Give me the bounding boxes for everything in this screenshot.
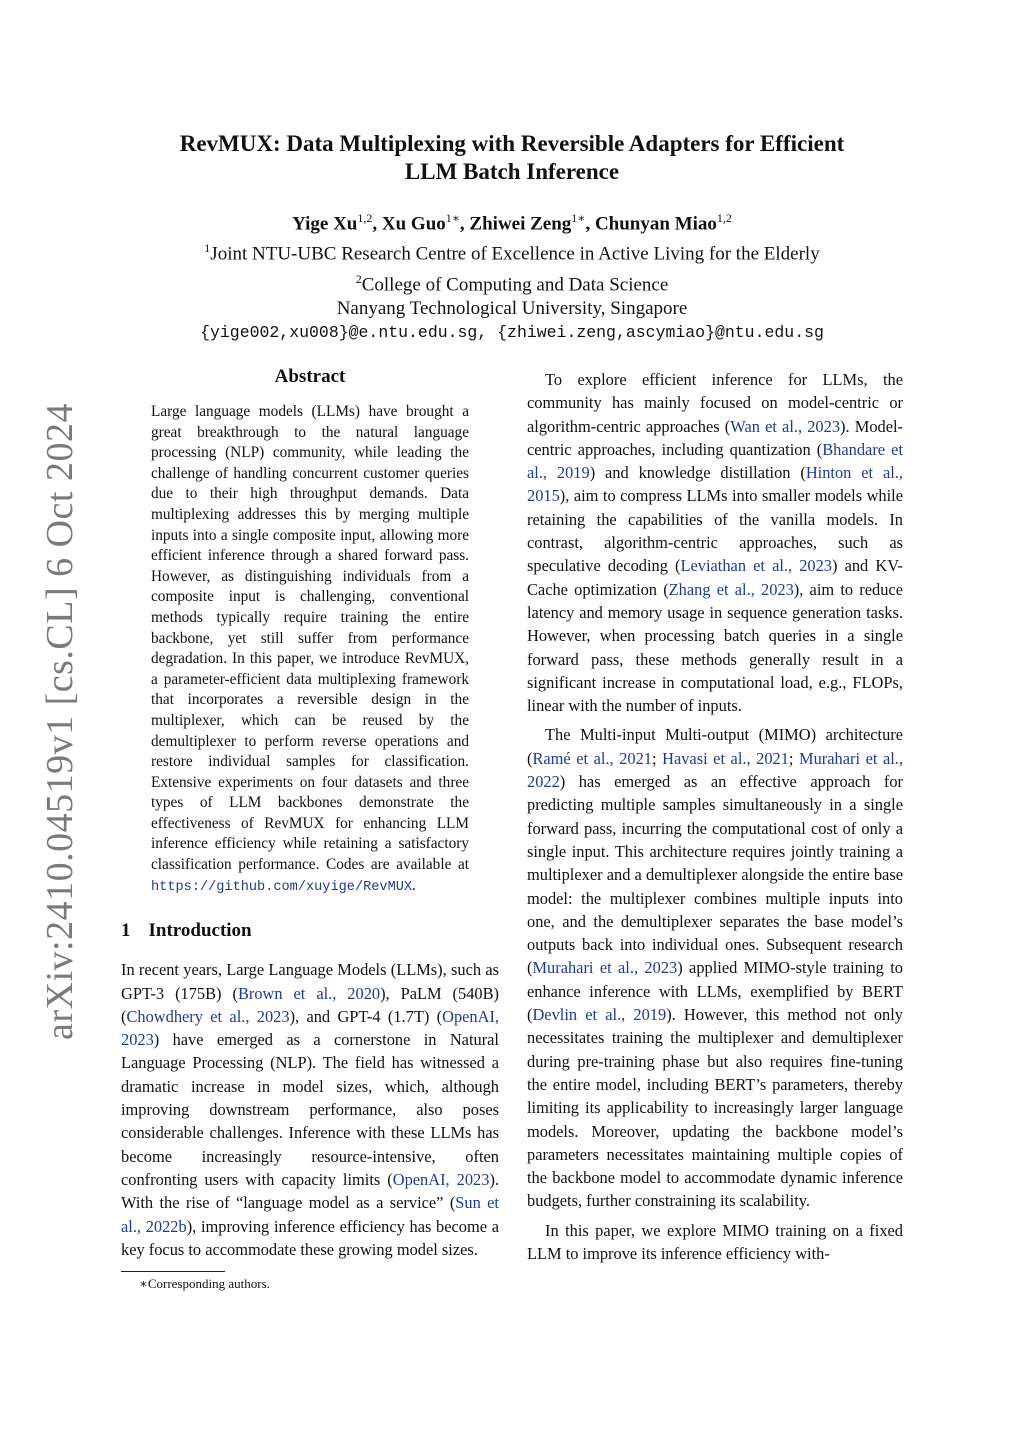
author-2-affil: 1∗ <box>445 211 460 225</box>
right-column <box>527 368 903 1265</box>
intro-paragraph-1 <box>121 958 499 1261</box>
section-heading-introduction <box>121 920 499 942</box>
author-3-affil: 1∗ <box>571 211 586 225</box>
text-run: ) have emerged as a cornerstone in Natural Language Processing (NLP). The field has witnessed a dramatic increase in model sizes, which, although improving downstream performance, also poses considerable challenges. Inference with these LLMs has become increasingly resource-intensive, often confronting users with capacity limits ( <box>121 1030 499 1189</box>
citation-link[interactable]: Havasi et al., 2021 <box>662 748 789 768</box>
author-emails[interactable]: {yige002,xu008}@e.ntu.edu.sg, {zhiwei.zeng,ascymiao}@ntu.edu.sg <box>200 322 824 342</box>
citation-link[interactable]: OpenAI, 2023 <box>392 1169 490 1189</box>
abstract-end: . <box>412 876 416 894</box>
abstract-heading: Abstract <box>274 366 346 387</box>
citation-link[interactable]: Zhang et al., 2023 <box>668 579 794 599</box>
text-run: ) and knowledge distillation ( <box>589 463 806 483</box>
footnote-divider <box>121 1271 225 1272</box>
author-3: Zhiwei Zeng <box>469 213 572 235</box>
left-column <box>121 366 499 1292</box>
title-line-2: LLM Batch Inference <box>404 159 620 184</box>
text-run: ; <box>788 748 800 768</box>
affiliation-1-text: Joint NTU-UBC Research Centre of Excellence in Active Living for the Elderly <box>210 243 820 265</box>
affiliation-1 <box>120 236 904 266</box>
paper-title <box>120 130 904 186</box>
text-run: ) applied MIMO-style training to enhance inference with LLMs, exemplified by BERT ( <box>527 958 903 1025</box>
text-run: ) has emerged as an effective approach for predicting multiple samples simultaneously in a single forward pass, incurring the computational cost of only a single input. This architecture requires jointly training a multiplexer and a demultiplexer alongside the entire base model: the multiplexer combines multiple inputs into one, and the demultiplexer separates the base model’s outputs back into individual ones. Subsequent research ( <box>527 772 903 978</box>
citation-link[interactable]: Hinton et al., 2015 <box>527 463 903 506</box>
citation-link[interactable]: OpenAI, 2023 <box>121 1006 500 1050</box>
author-2: Xu Guo <box>381 213 446 235</box>
author-4-affil: 1,2 <box>716 211 732 225</box>
text-run: In recent years, Large Language Models (LLMs), such as GPT-3 (175B) ( <box>121 960 499 1003</box>
citation-link[interactable]: Brown et al., 2020 <box>237 983 381 1003</box>
citation-link[interactable]: Leviathan et al., 2023 <box>680 556 833 576</box>
author-1: Yige Xu <box>292 213 358 235</box>
affiliation-2-mark: 2 <box>355 271 362 286</box>
right-paragraph-2 <box>527 723 903 1212</box>
text-run: ), aim to compress LLMs into smaller models while retaining the capabilities of the vanilla models. In contrast, algorithm-centric approaches, such as speculative decoding ( <box>527 486 903 576</box>
author-1-affil: 1,2 <box>357 211 373 225</box>
author-4: Chunyan Miao <box>594 213 717 235</box>
citation-link[interactable]: Murahari et al., 2023 <box>532 958 678 978</box>
text-run: ). However, this method not only necessitates training the multiplexer and demultiplexer during pre-training phase but also requires fine-tuning the entire model, including BERT’s parameters, thereby limiting its applicability to increasingly larger language models. Moreover, updating the backbone model’s parameters necessitates maintaining multiple copies of the backbone model to accommodate dynamic inference budgets, further constraining its scalability. <box>527 1005 903 1211</box>
footnote: ∗Corresponding authors. <box>139 1276 270 1292</box>
citation-link[interactable]: Bhandare et al., 2019 <box>527 439 903 483</box>
text-run: ), PaLM (540B) ( <box>121 983 499 1026</box>
citation-link[interactable]: Ramé et al., 2021 <box>532 748 652 768</box>
right-paragraph-1 <box>527 368 903 717</box>
title-line-1: RevMUX: Data Multiplexing with Reversible Adapters for Efficient <box>179 131 845 156</box>
affiliation-3: Nanyang Technological University, Singapore <box>336 297 688 319</box>
citation-link[interactable]: Wan et al., 2023 <box>730 416 841 436</box>
citation-link[interactable]: Chowdhery et al., 2023 <box>126 1006 290 1026</box>
abstract-body <box>151 402 469 898</box>
author-names: Yige Xu$^{1,2}$, Xu Guo$^{1∗}$, Zhiwei Zeng$^{1∗}$, Chunyan Miao$^{1,2}$ <box>292 211 732 235</box>
text-run: ). With the rise of “language model as a service” ( <box>121 1169 499 1213</box>
arxiv-identifier: arXiv:2410.04519v1 [cs.CL] 6 Oct 2024 <box>39 403 81 1040</box>
section-number: 1 <box>121 920 131 942</box>
text-run: The Multi-input Multi-output (MIMO) architecture ( <box>527 725 903 768</box>
section-title: Introduction <box>148 920 252 942</box>
text-run: ), and GPT-4 (1.7T) ( <box>289 1006 443 1026</box>
text-run: ), aim to reduce latency and memory usage in sequence generation tasks. However, when processing batch queries in a single forward pass, these methods generally result in a significant increase in computational load, e.g., FLOPs, linear with the number of inputs. <box>527 579 903 716</box>
text-run: ; <box>652 748 663 768</box>
citation-link[interactable]: Murahari et al., 2022 <box>527 748 903 792</box>
text-run: ). Model-centric approaches, including quantization ( <box>527 416 903 459</box>
text-run: ) and KV-Cache optimization ( <box>527 556 903 599</box>
text-run: To explore efficient inference for LLMs, the community has mainly focused on model-centric or algorithm-centric approaches ( <box>527 370 903 436</box>
text-run: ), improving inference efficiency has become a key focus to accommodate these growing model sizes. <box>121 1216 499 1259</box>
right-paragraph-3: In this paper, we explore MIMO training on a fixed LLM to improve its inference efficiency with- <box>527 1220 903 1263</box>
code-link[interactable]: https://github.com/xuyige/RevMUX <box>151 879 413 895</box>
affiliation-1-mark: 1 <box>204 241 211 256</box>
citation-link[interactable]: Sun et al., 2022b <box>121 1193 499 1236</box>
abstract-text: Large language models (LLMs) have brought a great breakthrough to the natural language processing (NLP) community, while leading the challenge of handling concurrent customer queries due to their high throughput demands. Data multiplexing addresses this by merging multiple inputs into a single composite input, allowing more efficient inference through a shared forward pass. However, as distinguishing individuals from a composite input is challenging, conventional methods typically require training the entire backbone, yet still suffer from performance degradation. In this paper, we introduce RevMUX, a parameter-efficient data multiplexing framework that incorporates a reversible design in the multiplexer, which can be reused by the demultiplexer to perform reverse operations and restore individual samples for classification. Extensive experiments on four datasets and three types of LLM backbones demonstrate the effectiveness of RevMUX for enhancing LLM inference efficiency while retaining a satisfactory classification performance. Codes are available at <box>151 403 469 874</box>
author-block <box>120 206 904 345</box>
citation-link[interactable]: Devlin et al., 2019 <box>532 1005 667 1025</box>
affiliation-2 <box>120 267 904 297</box>
affiliation-2-text: College of Computing and Data Science <box>361 273 669 295</box>
